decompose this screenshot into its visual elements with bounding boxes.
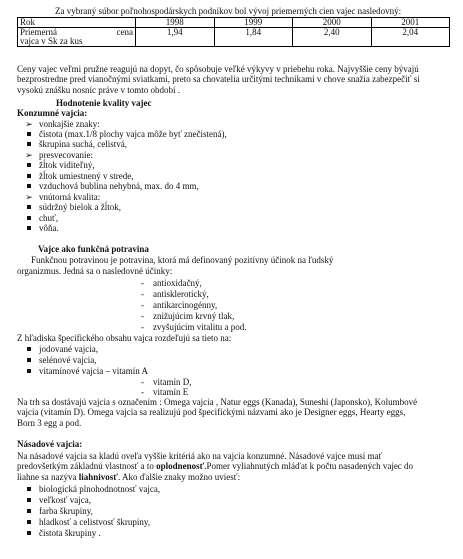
table-row	[18, 18, 450, 28]
square-bullet-icon	[24, 517, 34, 527]
paragraph-line: Na trh sa dostávajú vajcia s označením : Omega vajcia , Natur eggs (Kanada), Suneshi (Japonsko), Kolumbové	[17, 397, 418, 407]
functional-line: Funkčnou potravinou je potravina, ktorá má definovaný pozitívny účinok na ľudský	[31, 255, 334, 265]
hatching-paragraph	[17, 451, 449, 482]
list-item: - znižujúcim krvný tlak,	[141, 311, 235, 321]
year-cell: 2001	[371, 18, 450, 28]
arrow-icon: ➢	[25, 150, 33, 160]
list-item: biologická plnohodnotnosť vajca,	[39, 484, 160, 494]
square-bullet-icon	[24, 344, 34, 354]
paragraph-line: Born 3 egg a pod.	[17, 417, 82, 428]
list-item: súdržný bielok a žĺtok,	[39, 202, 121, 212]
arrow-icon: ➢	[25, 119, 33, 129]
fertility-term: oplodnenosť	[156, 461, 205, 472]
square-bullet-icon	[24, 129, 34, 139]
functional-line: organizmus. Jedná sa o nasledovné účinky:	[17, 266, 173, 276]
row-label-word: Priemerná	[20, 27, 57, 37]
list-item: ➢ vonkajšie znaky:	[25, 119, 100, 129]
square-bullet-icon	[24, 171, 34, 181]
list-item: vzduchová bublina nehybná, max. do 4 mm,	[39, 181, 199, 191]
table-row-label	[18, 28, 136, 47]
square-bullet-icon	[24, 484, 34, 494]
hatching-heading: Násadové vajcia:	[17, 439, 83, 449]
list-item: hladkosť a celistvosť škrupiny,	[39, 517, 150, 527]
list-item: selénové vajcia,	[39, 355, 96, 365]
list-item: čistota (max.1/8 plochy vajca môže byť znečistená),	[39, 129, 227, 139]
list-item: vôňa.	[39, 223, 59, 233]
paragraph-line: liahne sa nazýva liahnivosť. Ako ďalšie znaky možno uviesť:	[17, 471, 241, 482]
list-item: veľkosť vajca,	[39, 495, 91, 505]
square-bullet-icon	[24, 506, 34, 516]
list-item: žĺtok umiestnený v strede,	[39, 171, 133, 181]
functional-heading: Vajce ako funkčná potravina	[38, 244, 149, 254]
price-cell: 1,94	[136, 28, 215, 47]
row-label-line: vajca v Sk za kus	[20, 36, 83, 46]
year-cell: 2000	[293, 18, 372, 28]
list-item: - antioxidačný,	[141, 278, 202, 288]
square-bullet-icon	[24, 202, 34, 212]
paragraph-line: bezprostredne pred vianočnými sviatkami, preto sa chovatelia určitými technikami v chove snažia zabezpečiť si	[17, 74, 420, 85]
quality-heading: Hodnotenie kvality vajec	[56, 98, 152, 108]
year-cell: 1999	[214, 18, 293, 28]
consumer-heading: Konzumné vajcia:	[17, 108, 88, 118]
list-item: ➢ vnútorná kvalita:	[25, 192, 101, 202]
square-bullet-icon	[24, 495, 34, 505]
row-label-word: cena	[116, 27, 133, 37]
paragraph-line: Na násadové vajcia sa kladú oveľa vyššie kritériá ako na vajcia konzumné. Násadové vajce musí mať	[17, 451, 383, 461]
list-item: - vitamín D,	[141, 377, 192, 387]
square-bullet-icon	[24, 366, 34, 376]
price-paragraph	[17, 64, 449, 95]
price-cell: 2,04	[371, 28, 450, 47]
paragraph-line: predovšetkým základnú vlastnosť a to oplodnenosť.Pomer vyliahnutých mláďat k počtu nasadených vajec do	[17, 461, 414, 472]
list-item: žĺtok viditeľný,	[39, 160, 95, 170]
list-item: vitamínové vajcia – vitamín A	[39, 366, 148, 376]
square-bullet-icon	[24, 160, 34, 170]
square-bullet-icon	[24, 213, 34, 223]
arrow-icon: ➢	[25, 192, 33, 202]
square-bullet-icon	[24, 528, 34, 538]
square-bullet-icon	[24, 181, 34, 191]
list-item: jodované vajcia,	[39, 344, 98, 354]
paragraph-line: vajcia (vitamín D). Omega vajcia sa realizujú pod špecifickými názvami ako je Designer eggs, Hearty eggs,	[17, 407, 406, 418]
list-item: - antikarcinogénny,	[141, 300, 218, 310]
paragraph-line: vysokú znášku nosníc práve v tomto období .	[17, 84, 180, 95]
table-row	[18, 28, 450, 47]
list-item: ➢ presvecovanie:	[25, 150, 93, 160]
specific-intro: Z hľadiska špecifického obsahu vajca rozdeľujú sa tieto na:	[17, 333, 232, 343]
year-cell: 1998	[136, 18, 215, 28]
intro-text: Za vybraný súbor poľnohospodárskych podnikov bol vývoj priemerných cien vajec nasledovný:	[55, 6, 402, 16]
price-table	[17, 17, 450, 47]
list-item: - vitamín E	[141, 387, 189, 397]
hatchability-term: liahnivosť	[78, 471, 118, 482]
table-header-label: Rok	[18, 18, 136, 28]
square-bullet-icon	[24, 139, 34, 149]
square-bullet-icon	[24, 223, 34, 233]
list-item: čistota škrupiny .	[39, 528, 101, 538]
list-item: - antisklerotický,	[141, 289, 209, 299]
list-item: chuť,	[39, 213, 58, 223]
paragraph-line: Ceny vajec veľmi pružne reagujú na dopyt, čo spôsobuje veľké výkyvy v priebehu roka. Najvyššie ceny bývajú	[17, 64, 419, 74]
market-paragraph	[17, 397, 449, 428]
square-bullet-icon	[24, 355, 34, 365]
price-cell: 2,40	[293, 28, 372, 47]
price-cell: 1,84	[214, 28, 293, 47]
list-item: - zvyšujúcim vitalitu a pod.	[141, 322, 247, 332]
list-item: farba škrupiny,	[39, 506, 93, 516]
list-item: škrupina suchá, celistvá,	[39, 139, 127, 149]
